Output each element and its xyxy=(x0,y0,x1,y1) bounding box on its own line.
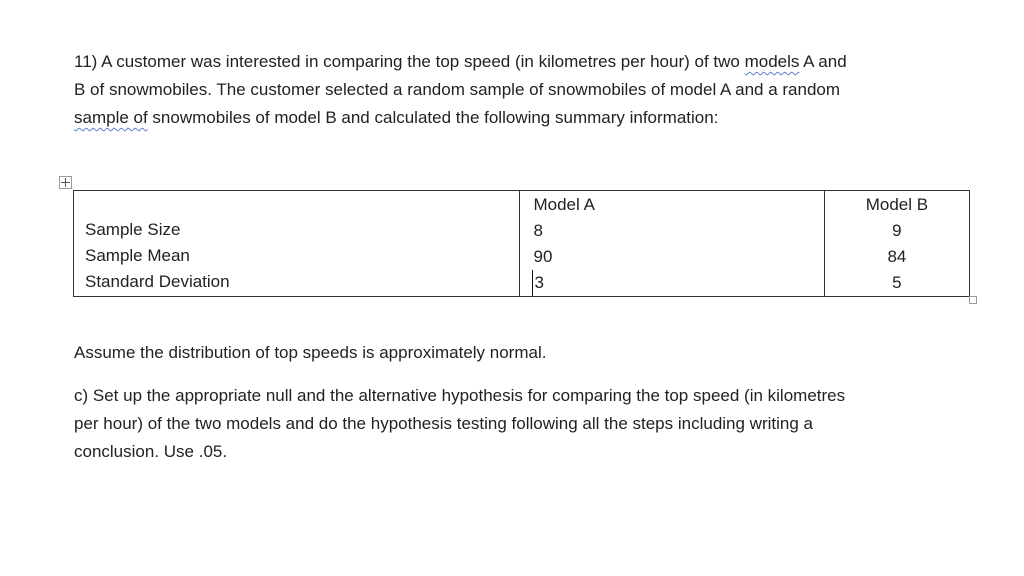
model-b-sample-size: 9 xyxy=(892,221,902,240)
question-text xyxy=(74,48,847,132)
question-line-1-text: 11) A customer was interested in comparing the top speed (in kilometres per hour) of two xyxy=(74,52,745,71)
part-c-text xyxy=(74,382,845,466)
part-c-line-2: per hour) of the two models and do the hypothesis testing following all the steps including writing a xyxy=(74,414,813,433)
question-line-1 xyxy=(74,52,847,71)
part-c-line-3: conclusion. Use .05. xyxy=(74,442,228,461)
model-a-std-line xyxy=(533,270,823,296)
table-move-handle-icon[interactable] xyxy=(59,176,72,189)
table-resize-handle-icon[interactable] xyxy=(969,296,977,304)
model-b-sample-mean: 84 xyxy=(887,247,907,266)
question-line-1-end: A and xyxy=(799,52,847,71)
model-a-standard-deviation: 3 xyxy=(532,270,543,296)
part-c-line-1: c) Set up the appropriate null and the alternative hypothesis for comparing the top speed (in kilometres xyxy=(74,386,846,405)
table-row xyxy=(74,191,970,297)
spellcheck-flagged-phrase[interactable]: sample of xyxy=(74,108,148,127)
spellcheck-flagged-word[interactable]: models xyxy=(744,52,800,71)
summary-table xyxy=(73,190,970,297)
model-a-sample-size: 8 xyxy=(533,221,543,240)
row-labels-cell[interactable] xyxy=(74,191,520,297)
question-line-3 xyxy=(74,108,718,127)
row-label-sample-size: Sample Size xyxy=(85,220,181,239)
model-b-cell[interactable] xyxy=(824,191,969,297)
model-a-cell[interactable] xyxy=(520,191,824,297)
row-label-sample-mean: Sample Mean xyxy=(85,246,190,265)
assumption-text: Assume the distribution of top speeds is approximately normal. xyxy=(74,343,547,362)
row-label-standard-deviation: Standard Deviation xyxy=(85,272,230,291)
model-a-sample-mean: 90 xyxy=(533,247,553,266)
model-a-header: Model A xyxy=(533,195,595,214)
question-line-3-text: snowmobiles of model B and calculated the following summary information: xyxy=(147,108,719,127)
model-b-standard-deviation: 5 xyxy=(892,273,902,292)
question-line-2: B of snowmobiles. The customer selected a random sample of snowmobiles of model A and a random xyxy=(74,80,841,99)
model-b-header: Model B xyxy=(865,195,929,214)
